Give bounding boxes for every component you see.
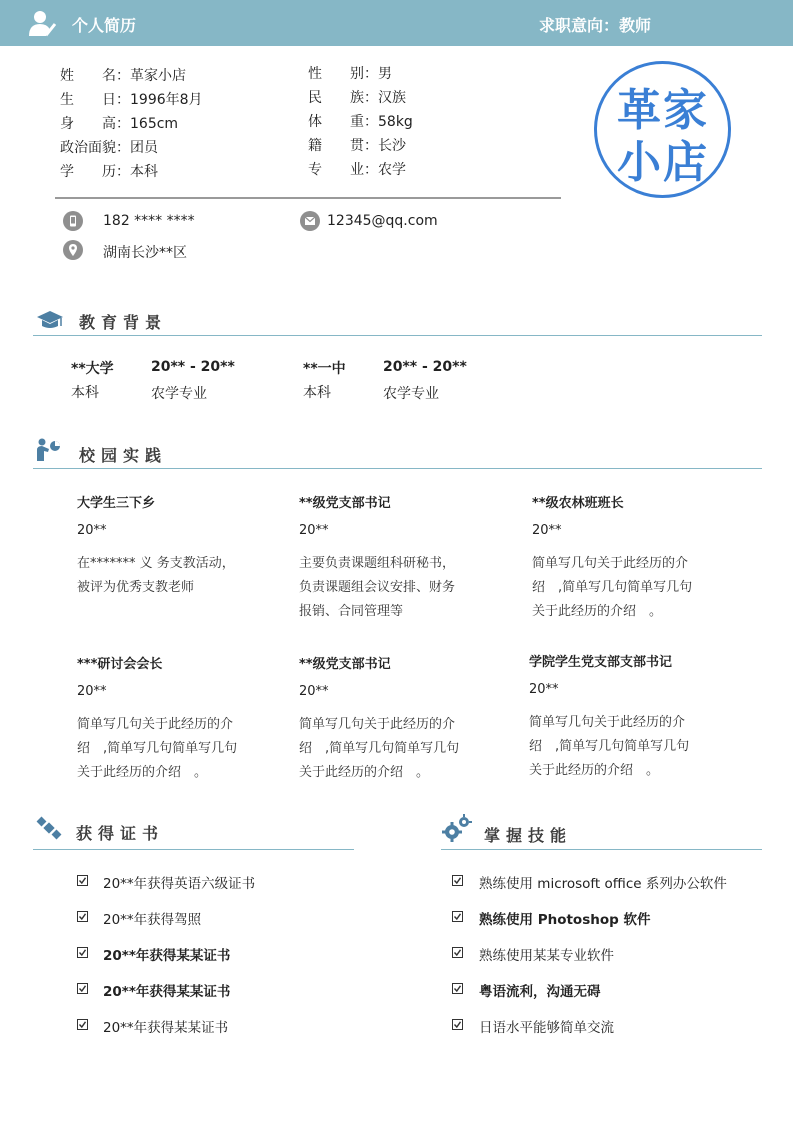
- info-political: 政治面貌：团员: [60, 140, 158, 156]
- practice-divider: [33, 468, 762, 469]
- skills-title: 掌握技能: [484, 826, 573, 845]
- skill-item: 日语水平能够简单交流: [479, 1020, 614, 1036]
- checkbox-icon: [77, 947, 88, 958]
- edu-degree-2: 本科: [303, 385, 331, 401]
- resume-title: 个人简历: [72, 16, 137, 35]
- practice-item-desc: 简单写几句关于此经历的介 绍 ,简单写几句简单写几句 关于此经历的介绍 。: [529, 715, 690, 778]
- certificates-title: 获得证书: [76, 824, 165, 843]
- practice-item-year: 20**: [299, 523, 329, 538]
- practice-item-title: **级农林班班长: [532, 496, 624, 511]
- checkbox-icon: [452, 1019, 463, 1030]
- education-title: 教育背景: [79, 313, 168, 332]
- practice-item-year: 20**: [529, 682, 559, 697]
- checkbox-icon: [77, 983, 88, 994]
- certificates-divider: [33, 849, 354, 850]
- education-divider: [33, 335, 762, 336]
- practice-item-title: 大学生三下乡: [77, 496, 156, 511]
- user-check-icon: [28, 9, 56, 37]
- practice-item-desc: 主要负责课题组科研秘书， 负责课题组会议安排、财务 报销、合同管理等: [299, 556, 456, 619]
- edu-years-1: 20** - 20**: [151, 359, 235, 375]
- practice-item-desc: 简单写几句关于此经历的介 绍 ,简单写几句简单写几句 关于此经历的介绍 。: [532, 556, 693, 619]
- practice-item-year: 20**: [77, 523, 107, 538]
- practice-item-desc: 简单写几句关于此经历的介 绍 ,简单写几句简单写几句 关于此经历的介绍 。: [299, 717, 460, 780]
- practice-item-title: 学院学生党支部支部书记: [529, 655, 673, 670]
- edu-years-2: 20** - 20**: [383, 359, 467, 375]
- checkbox-icon: [77, 875, 88, 886]
- phone-icon: [63, 211, 83, 231]
- practice-item-year: 20**: [532, 523, 562, 538]
- edu-major-1: 农学专业: [151, 386, 207, 402]
- certificate-item: 20**年获得驾照: [103, 912, 202, 928]
- info-weight: 体 重：58kg: [308, 114, 413, 130]
- certificate-item: 20**年获得英语六级证书: [103, 876, 256, 892]
- edu-school-1: **大学: [71, 361, 114, 377]
- edu-major-2: 农学专业: [383, 386, 439, 402]
- info-gender: 性 别：男: [308, 66, 392, 82]
- header-bar: [0, 0, 793, 46]
- info-height: 身 高：165cm: [60, 116, 179, 132]
- info-education: 学 历：本科: [60, 164, 158, 180]
- info-birthday: 生 日：1996年8月: [60, 92, 203, 108]
- location-icon: [63, 240, 83, 260]
- practice-title: 校园实践: [79, 446, 168, 465]
- home-address: 湖南长沙**区: [103, 245, 187, 261]
- checkbox-icon: [452, 875, 463, 886]
- practice-item-desc: 在******* 义 务支教活动， 被评为优秀支教老师: [77, 556, 235, 595]
- email-icon: [300, 211, 320, 231]
- info-ethnicity: 民 族：汉族: [308, 90, 406, 106]
- job-intent: 求职意向：教师: [539, 16, 652, 35]
- practice-item-year: 20**: [77, 684, 107, 699]
- info-divider: [55, 197, 561, 199]
- checkbox-icon: [452, 983, 463, 994]
- certificate-item: 20**年获得某某证书: [103, 984, 231, 1000]
- checkbox-icon: [77, 1019, 88, 1030]
- info-name: 姓 名：革家小店: [60, 68, 186, 84]
- edu-school-2: **一中: [303, 361, 346, 377]
- checkbox-icon: [452, 947, 463, 958]
- skill-item: 熟练使用 Photoshop 软件: [479, 912, 651, 928]
- edu-degree-1: 本科: [71, 385, 99, 401]
- practice-item-desc: 简单写几句关于此经历的介 绍 ,简单写几句简单写几句 关于此经历的介绍 。: [77, 717, 238, 780]
- certificate-item: 20**年获得某某证书: [103, 1020, 229, 1036]
- info-hometown: 籍 贯：长沙: [308, 138, 406, 154]
- people-chart-icon: [35, 437, 61, 463]
- satellite-icon: [36, 816, 62, 840]
- gears-icon: [442, 814, 472, 842]
- phone-number: 182 **** ****: [103, 213, 195, 229]
- practice-item-title: ***研讨会会长: [77, 657, 163, 672]
- info-major: 专 业：农学: [308, 162, 406, 178]
- practice-item-year: 20**: [299, 684, 329, 699]
- name-seal: 革 家 小 店: [594, 61, 731, 198]
- skill-item: 熟练使用某某专业软件: [479, 948, 614, 964]
- graduation-cap-icon: [36, 309, 64, 331]
- skill-item: 熟练使用 microsoft office 系列办公软件: [479, 876, 727, 892]
- checkbox-icon: [452, 911, 463, 922]
- skill-item: 粤语流利，沟通无碍: [479, 984, 601, 1000]
- skills-divider: [441, 849, 762, 850]
- checkbox-icon: [77, 911, 88, 922]
- email-address: 12345@qq.com: [327, 213, 438, 229]
- practice-item-title: **级党支部书记: [299, 496, 391, 511]
- practice-item-title: **级党支部书记: [299, 657, 391, 672]
- certificate-item: 20**年获得某某证书: [103, 948, 231, 964]
